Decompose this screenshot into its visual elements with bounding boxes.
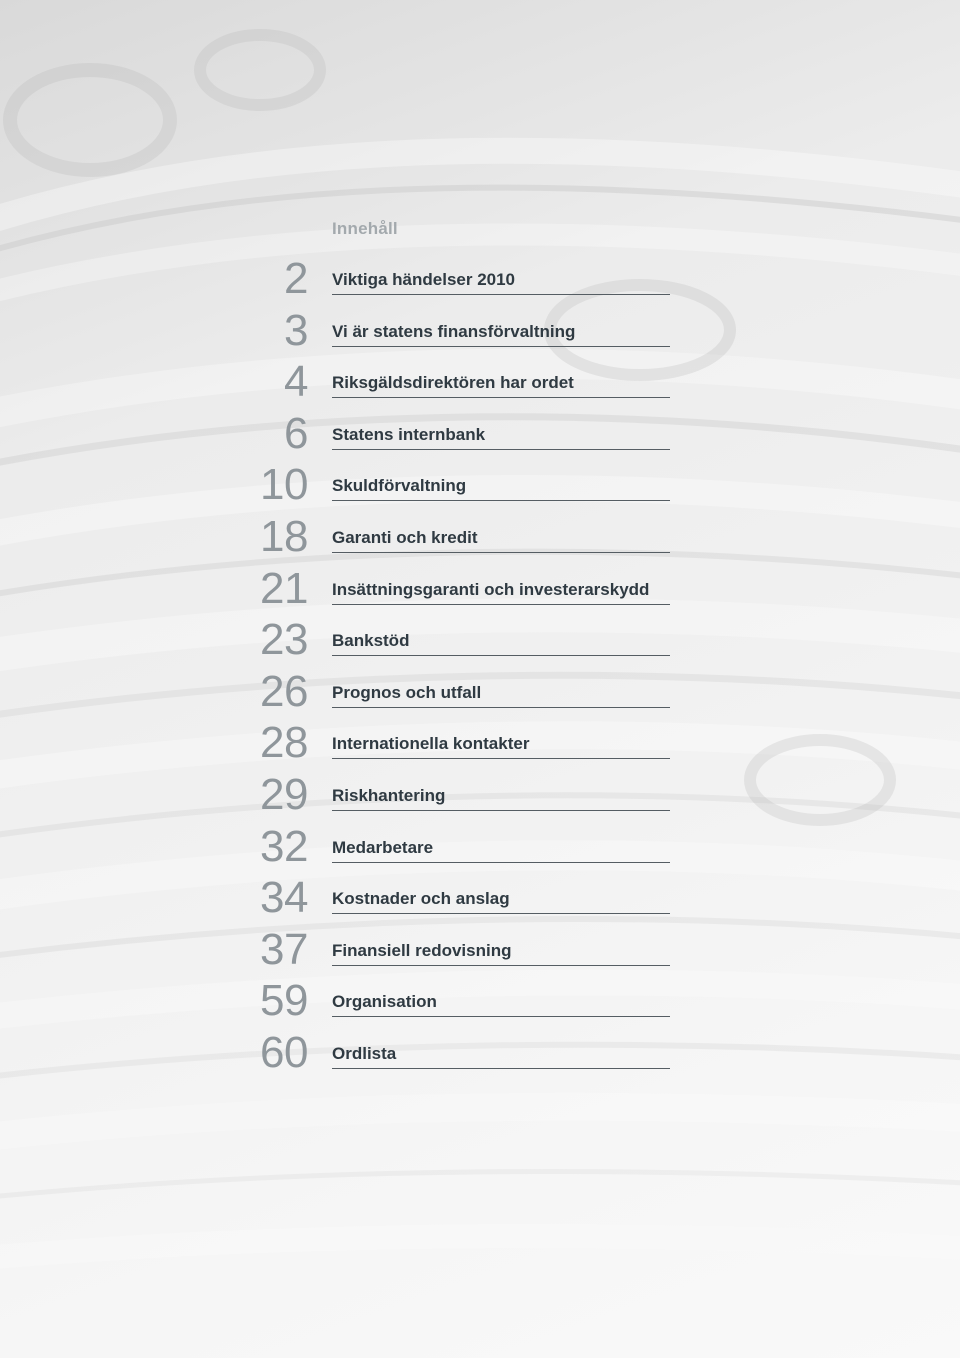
toc-page-number: 21 xyxy=(260,563,308,613)
toc-entry[interactable] xyxy=(0,924,960,976)
toc-rule xyxy=(332,1068,670,1069)
toc-entry[interactable] xyxy=(0,511,960,563)
toc-page-number: 26 xyxy=(260,666,308,716)
toc-rule xyxy=(332,965,670,966)
toc-entry-title[interactable]: Insättningsgaranti och investerarskydd xyxy=(332,579,650,599)
toc-entry[interactable] xyxy=(0,666,960,718)
toc-rule xyxy=(332,707,670,708)
toc-entry-title[interactable]: Organisation xyxy=(332,992,437,1012)
toc-rule xyxy=(332,500,670,501)
toc-entry-title[interactable]: Vi är statens finansförvaltning xyxy=(332,321,576,341)
toc-rule xyxy=(332,913,670,914)
toc-entry[interactable] xyxy=(0,717,960,769)
toc-entry-title[interactable]: Garanti och kredit xyxy=(332,527,478,547)
toc-heading: Innehåll xyxy=(332,219,398,238)
toc-entry[interactable] xyxy=(0,821,960,873)
toc-rule xyxy=(332,397,670,398)
toc-rule xyxy=(332,758,670,759)
toc-entry-title[interactable]: Statens internbank xyxy=(332,424,486,444)
toc-entry[interactable] xyxy=(0,614,960,666)
toc-entry[interactable] xyxy=(0,563,960,615)
toc-rule xyxy=(332,346,670,347)
toc-page-number: 10 xyxy=(260,460,308,510)
toc-entry[interactable] xyxy=(0,459,960,511)
toc-entry-title[interactable]: Medarbetare xyxy=(332,837,434,857)
toc-page-number: 32 xyxy=(260,821,308,871)
toc-entry-title[interactable]: Riksgäldsdirektören har ordet xyxy=(332,373,574,393)
toc-entry[interactable] xyxy=(0,975,960,1027)
toc-entry-title[interactable]: Internationella kontakter xyxy=(332,734,530,754)
toc-rule xyxy=(332,1016,670,1017)
toc-page-number: 18 xyxy=(260,511,308,561)
toc-page-number: 2 xyxy=(284,254,308,303)
toc-rule xyxy=(332,604,670,605)
toc-page-number: 60 xyxy=(260,1027,308,1077)
toc-entry-title[interactable]: Kostnader och anslag xyxy=(332,889,510,909)
toc-list xyxy=(0,253,960,1079)
toc-entry[interactable] xyxy=(0,408,960,460)
toc-rule xyxy=(332,294,670,295)
toc-rule xyxy=(332,655,670,656)
toc-entry[interactable] xyxy=(0,769,960,821)
toc-page-number: 6 xyxy=(284,408,308,458)
toc-entry-title[interactable]: Finansiell redovisning xyxy=(332,940,512,960)
toc-entry[interactable] xyxy=(0,872,960,924)
toc-entry-title[interactable]: Riskhantering xyxy=(332,785,446,805)
toc-entry-title[interactable]: Ordlista xyxy=(332,1043,397,1063)
toc-entry-title[interactable]: Prognos och utfall xyxy=(332,682,482,702)
toc-page-number: 37 xyxy=(260,924,308,974)
toc-page-number: 59 xyxy=(260,976,308,1026)
toc-rule xyxy=(332,810,670,811)
toc-entry-title[interactable]: Bankstöd xyxy=(332,631,410,651)
toc-entry[interactable] xyxy=(0,1027,960,1079)
toc-entry[interactable] xyxy=(0,305,960,357)
toc-page-number: 28 xyxy=(260,718,308,768)
toc-page-number: 3 xyxy=(284,305,308,355)
toc-page-number: 23 xyxy=(260,615,308,665)
toc-entry-title[interactable]: Viktiga händelser 2010 xyxy=(332,270,516,289)
toc-rule xyxy=(332,449,670,450)
toc-page-number: 29 xyxy=(260,769,308,819)
toc-entry-title[interactable]: Skuldförvaltning xyxy=(332,476,467,496)
toc-rule xyxy=(332,862,670,863)
toc-rule xyxy=(332,552,670,553)
toc-page-number: 34 xyxy=(260,873,308,923)
toc-entry[interactable] xyxy=(0,253,960,305)
toc-page-number: 4 xyxy=(284,357,308,407)
toc-entry[interactable] xyxy=(0,356,960,408)
